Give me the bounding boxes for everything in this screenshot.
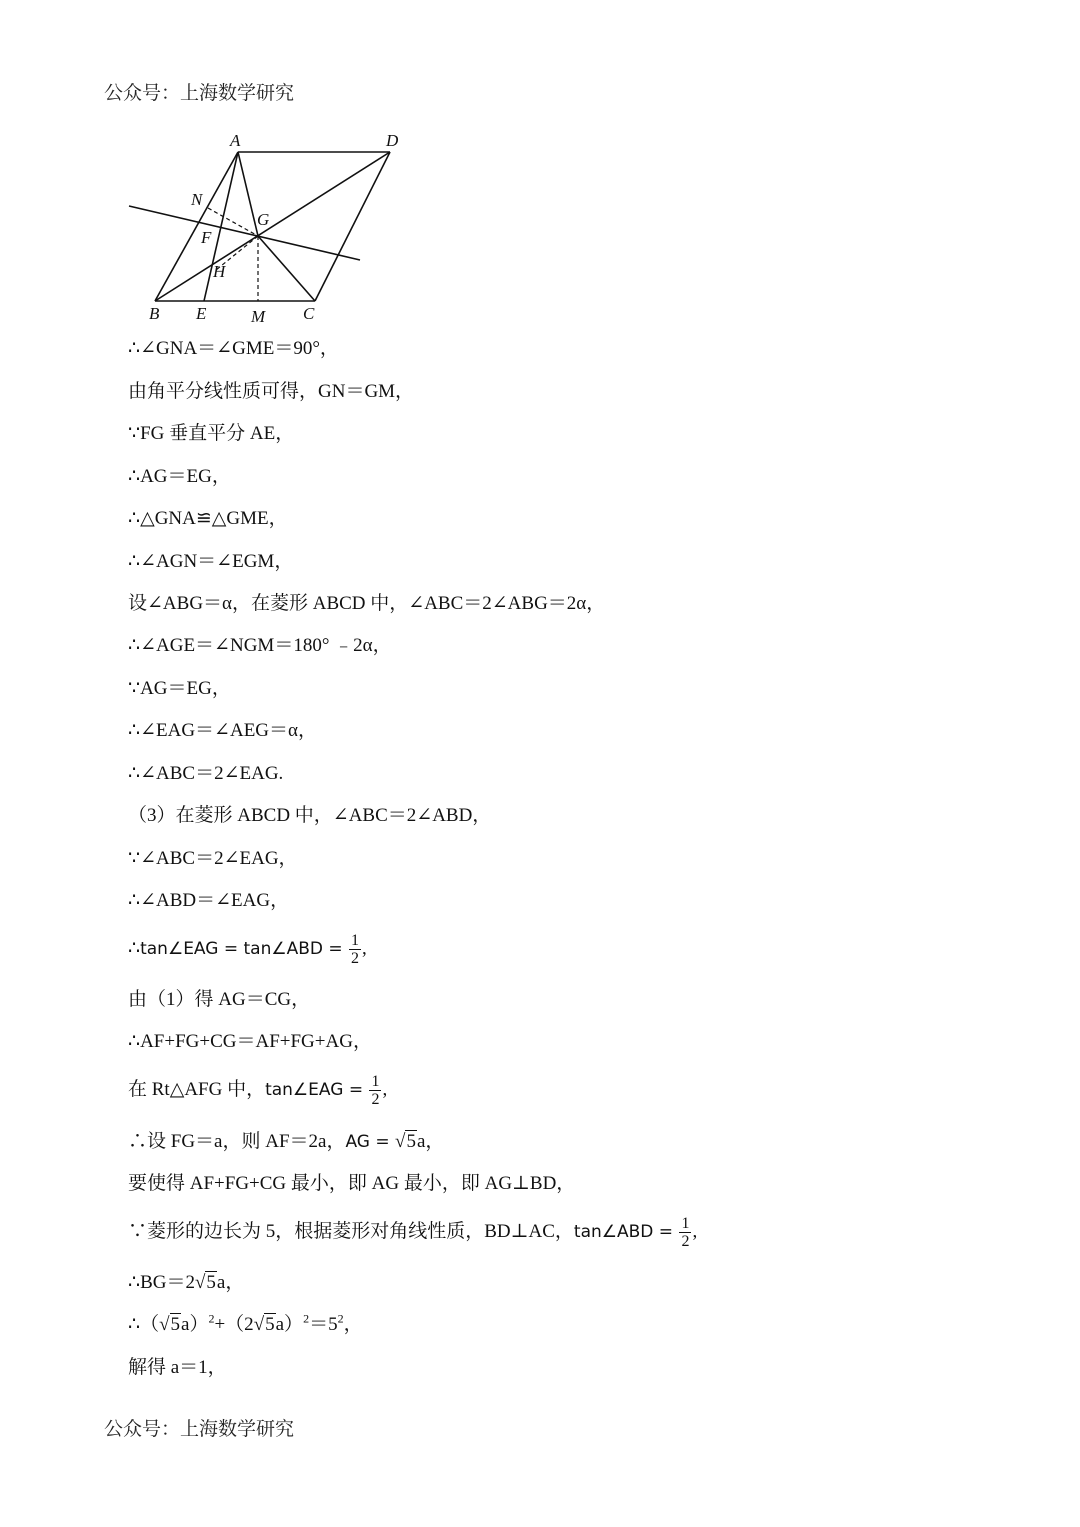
line-12: （3）在菱形 ABCD 中，∠ABC＝2∠ABD， xyxy=(128,805,492,826)
line-23: $\therefore(√5a)^2+(2√5a)^2=5^2$， xyxy=(128,1311,363,1335)
fraction-half: $\frac{1}{2}$ xyxy=(351,932,360,967)
label-b: B xyxy=(149,304,160,323)
label-a: A xyxy=(230,131,241,150)
diagonal-bd xyxy=(155,152,390,301)
line-16: 由（1）得 AG＝CG， xyxy=(128,989,311,1010)
label-f: F xyxy=(201,228,212,247)
line-1: ∴∠GNA＝∠GME＝90°， xyxy=(128,338,339,359)
sqrt-5: √5 xyxy=(194,1272,216,1293)
line-4: ∴AG＝EG， xyxy=(128,466,231,487)
label-m: M xyxy=(251,307,266,326)
page-header: 公众号：上海数学研究 xyxy=(104,83,295,104)
line-20: 要使得 AF+FG+CG 最小，即 AG 最小，即 AG⊥BD， xyxy=(128,1173,576,1194)
label-n: N xyxy=(191,190,203,209)
side-ab xyxy=(155,152,238,301)
fraction-half: $\frac{1}{2}$ xyxy=(371,1073,380,1108)
side-dc xyxy=(315,152,390,301)
line-9: ∵AG＝EG， xyxy=(128,678,231,699)
segment-gc xyxy=(258,236,315,301)
dashed-gn xyxy=(208,208,258,236)
line-18: 在 Rt△AFG 中，tan∠EAG = $\frac{1}{2}$ , xyxy=(128,1073,388,1108)
rhombus-figure xyxy=(120,128,420,328)
line-3: ∵FG 垂直平分 AE， xyxy=(128,423,295,444)
sqrt-5: √5 xyxy=(395,1131,416,1152)
label-c: C xyxy=(303,304,315,323)
segment-ag xyxy=(238,152,258,236)
line-15: ∴tan∠EAG = tan∠ABD = $\frac{1}{2}$ , xyxy=(128,932,367,967)
page-footer: 公众号：上海数学研究 xyxy=(104,1419,295,1440)
fraction-half: $\frac{1}{2}$ xyxy=(681,1215,690,1250)
line-2: 由角平分线性质可得，GN＝GM， xyxy=(128,381,415,402)
line-19: ∴设 FG＝a，则 AF＝2a，AG = √5a， xyxy=(128,1131,445,1152)
line-22: ∴BG＝2√5a， xyxy=(128,1272,245,1293)
label-g: G xyxy=(257,210,270,229)
line-21: ∵菱形的边长为 5，根据菱形对角线性质，BD⊥AC，tan∠ABD = $\frac{1}{2}$ , xyxy=(128,1215,698,1250)
label-h: H xyxy=(213,262,226,281)
line-8: ∴∠AGE＝∠NGM＝180° ﹣2α， xyxy=(128,635,392,656)
label-d: D xyxy=(386,131,399,150)
label-e: E xyxy=(196,304,207,323)
line-17: ∴AF+FG+CG＝AF+FG+AG， xyxy=(128,1031,372,1052)
perpendicular-bisector-line xyxy=(129,206,360,260)
line-11: ∴∠ABC＝2∠EAG. xyxy=(128,763,284,784)
line-6: ∴∠AGN＝∠EGM， xyxy=(128,551,294,572)
line-13: ∵∠ABC＝2∠EAG， xyxy=(128,848,298,869)
line-7: 设∠ABG＝α，在菱形 ABCD 中，∠ABC＝2∠ABG＝2α， xyxy=(128,593,606,614)
sqrt-5: √5 xyxy=(159,1314,181,1335)
line-5: ∴△GNA≌△GME， xyxy=(128,508,288,529)
line-10: ∴∠EAG＝∠AEG＝α， xyxy=(128,720,317,741)
line-14: ∴∠ABD＝∠EAG， xyxy=(128,890,290,911)
sqrt-5: √5 xyxy=(253,1314,275,1335)
line-24: 解得 a＝1， xyxy=(128,1357,227,1378)
